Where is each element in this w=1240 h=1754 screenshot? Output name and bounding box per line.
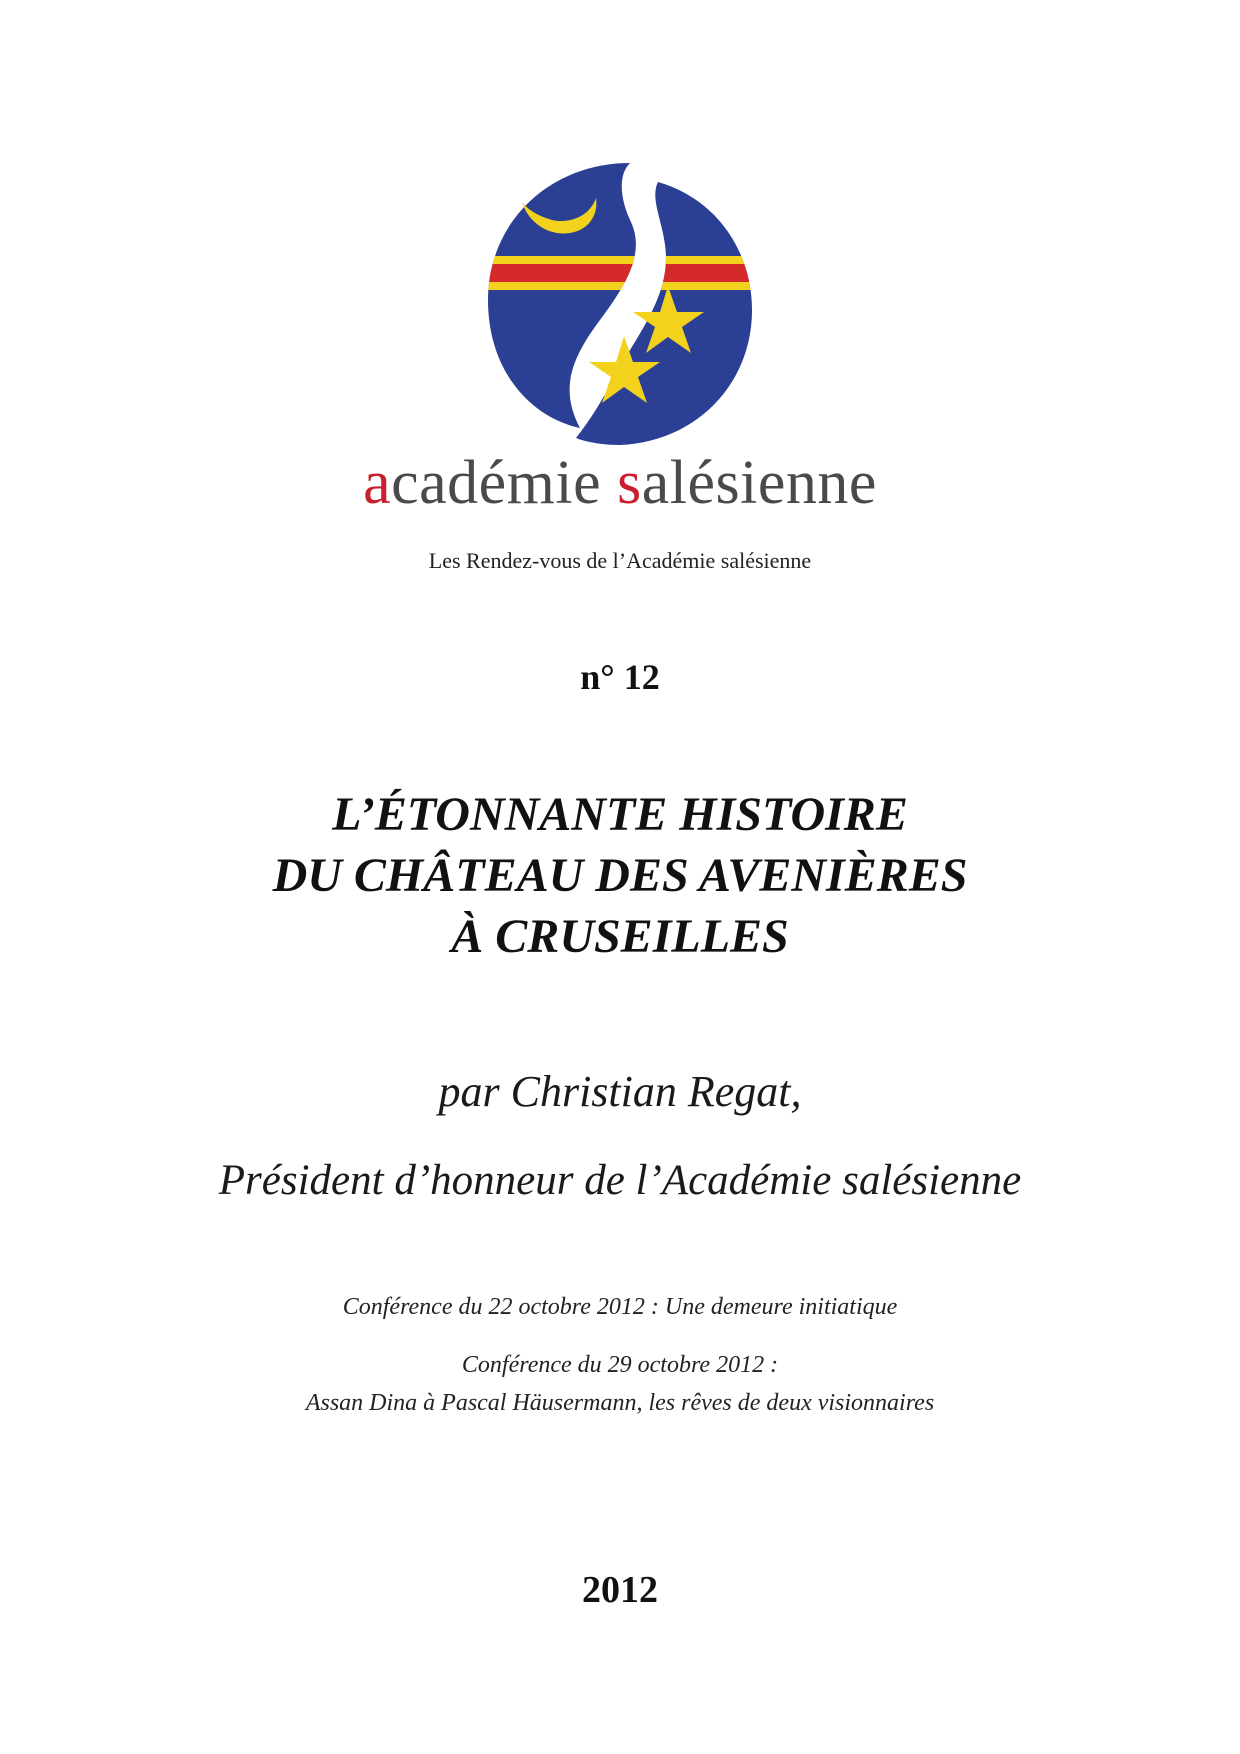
wordmark-text: cadémie [391, 449, 602, 517]
series-title: Les Rendez-vous de l’Académie salésienne [428, 548, 812, 573]
wordmark-initial: s [617, 449, 642, 517]
author-role: Président d’honneur de l’Académie salésienne [218, 1157, 1022, 1204]
conference-line: Assan Dina à Pascal Häusermann, les rêves de deux visionnaires [305, 1390, 935, 1416]
title-line: L’ÉTONNANTE HISTOIRE [332, 788, 908, 841]
issue-number: n° 12 [580, 657, 660, 697]
author-line: par Christian Regat, [438, 1067, 802, 1116]
document-title [0, 784, 1240, 967]
conference-line: Conférence du 22 octobre 2012 : Une demeure initiatique [342, 1294, 898, 1320]
conference-line: Conférence du 29 octobre 2012 : [461, 1352, 779, 1378]
academie-salesienne-logo-icon [480, 160, 760, 450]
title-line: DU CHÂTEAU DES AVENIÈRES [272, 849, 968, 902]
wordmark-text: alésienne [641, 449, 877, 517]
publication-year: 2012 [582, 1569, 658, 1611]
title-line: À CRUSEILLES [451, 910, 789, 963]
wordmark-initial: a [363, 449, 392, 517]
brand-wordmark [0, 449, 1240, 517]
